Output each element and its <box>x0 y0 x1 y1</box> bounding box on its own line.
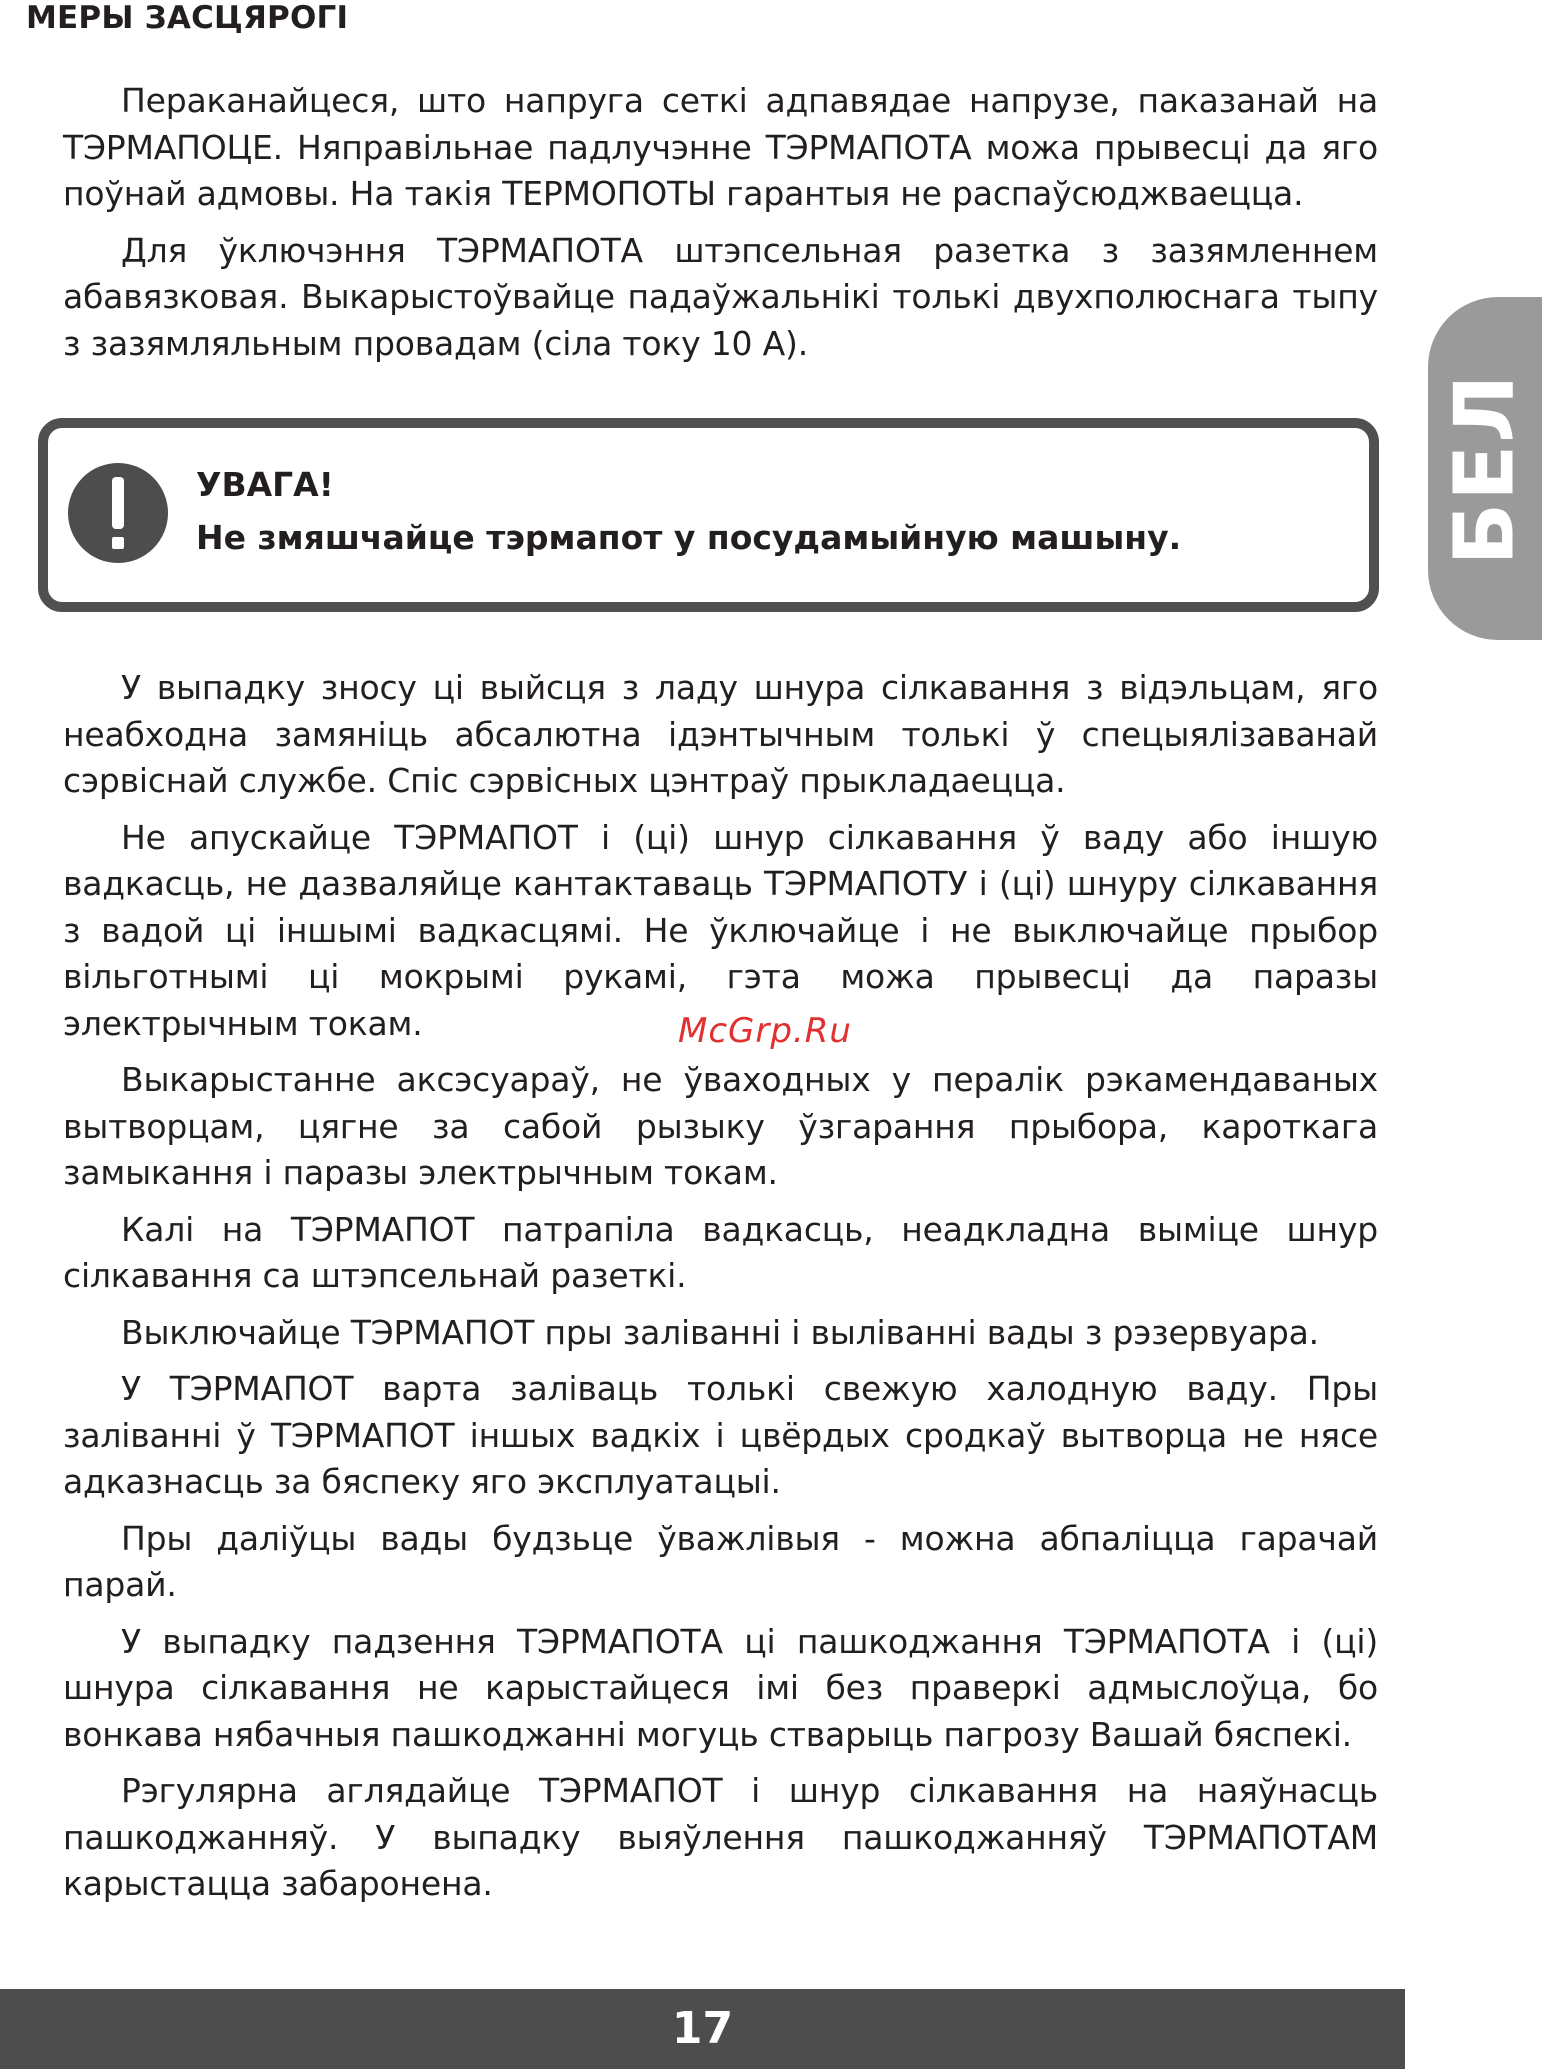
paragraph: У выпадку зносу ці выйсця з ладу шнура сілкавання з відэльцам, яго неабходна замяніць абсалютна ідэнтычным толькі ў спецыялізаванай сэрвіснай службе. Спіс сэрвісных цэнтраў прыкладаецца. <box>63 668 1378 800</box>
page-number: 17 <box>671 2003 734 2054</box>
paragraph: Рэгулярна аглядайце ТЭРМАПОТ і шнур сілкавання на наяўнасць пашкоджанняў. У выпадку выяўлення пашкоджанняў ТЭРМАПОТАМ карыстацца забаронена. <box>63 1771 1378 1903</box>
paragraph: У выпадку падзення ТЭРМАПОТА ці пашкоджання ТЭРМАПОТА і (ці) шнура сілкавання не карыстайцеся імі без праверкі адмыслоўца, бо вонкава нябачныя пашкоджанні могуць стварыць пагрозу Вашай бяспекі. <box>63 1621 1378 1754</box>
warning-title: УВАГА! <box>196 465 334 504</box>
language-tab <box>1428 297 1542 640</box>
paragraph: Пры даліўцы вады будзьце ўважлівыя - можна абпаліцца гарачай парай. <box>63 1518 1378 1604</box>
body-text <box>63 665 1378 1918</box>
warning-message: Не змяшчайце тэрмапот у посудамыйную машыну. <box>196 518 1182 557</box>
paragraph: Калі на ТЭРМАПОТ патрапіла вадкасць, неадкладна выміце шнур сілкавання са штэпсельнай разеткі. <box>63 1209 1378 1295</box>
warning-box <box>38 418 1379 612</box>
paragraph: Выключайце ТЭРМАПОТ пры заліванні і выліванні вады з рэзервуара. <box>121 1312 1319 1352</box>
language-tab-label: БЕЛ <box>1437 372 1533 565</box>
intro-text <box>63 78 1378 377</box>
watermark: McGrp.Ru <box>678 1011 852 1051</box>
warning-text <box>196 458 1181 564</box>
exclamation-icon <box>68 463 168 563</box>
paragraph: Для ўключэння ТЭРМАПОТА штэпсельная разетка з зазямленнем абавязковая. Выкарыстоўвайце падаўжальнікі толькі двухполюснага тыпу з зазямляльным провадам (сіла току 10 А). <box>63 230 1378 363</box>
paragraph: Пераканайцеся, што напруга сеткі адпавядае напрузе, паказанай на ТЭРМАПОЦЕ. Няправільнае падлучэнне ТЭРМАПОТА можа прывесці да яго поўнай адмовы. На такія ТЕРМОПОТЫ гарантыя не распаўсюджваецца. <box>63 81 1378 213</box>
paragraph: Не апускайце ТЭРМАПОТ і (ці) шнур сілкавання ў ваду або іншую вадкасць, не дазваляйце кантактаваць ТЭРМАПОТУ і (ці) шнуру сілкавання з вадой ці іншымі вадкасцямі. Не ўключайце і не выключайце прыбор вільготнымі ці мокрымі рукамі, гэта можа прывесці да паразы электрычным токам. <box>63 817 1378 1043</box>
footer-bar <box>0 1989 1405 2069</box>
section-title: МЕРЫ ЗАСЦЯРОГІ <box>26 0 349 36</box>
paragraph: У ТЭРМАПОТ варта заліваць толькі свежую халодную ваду. Пры заліванні ў ТЭРМАПОТ іншых вадкіх і цвёрдых сродкаў вытворца не нясе адказнасць за бяспеку яго эксплуатацыі. <box>63 1369 1378 1501</box>
paragraph: Выкарыстанне аксэсуараў, не ўваходных у пералік рэкамендаваных вытворцам, цягне за сабой рызыку ўзгарання прыбора, кароткага замыкання і паразы электрычным токам. <box>63 1060 1378 1192</box>
